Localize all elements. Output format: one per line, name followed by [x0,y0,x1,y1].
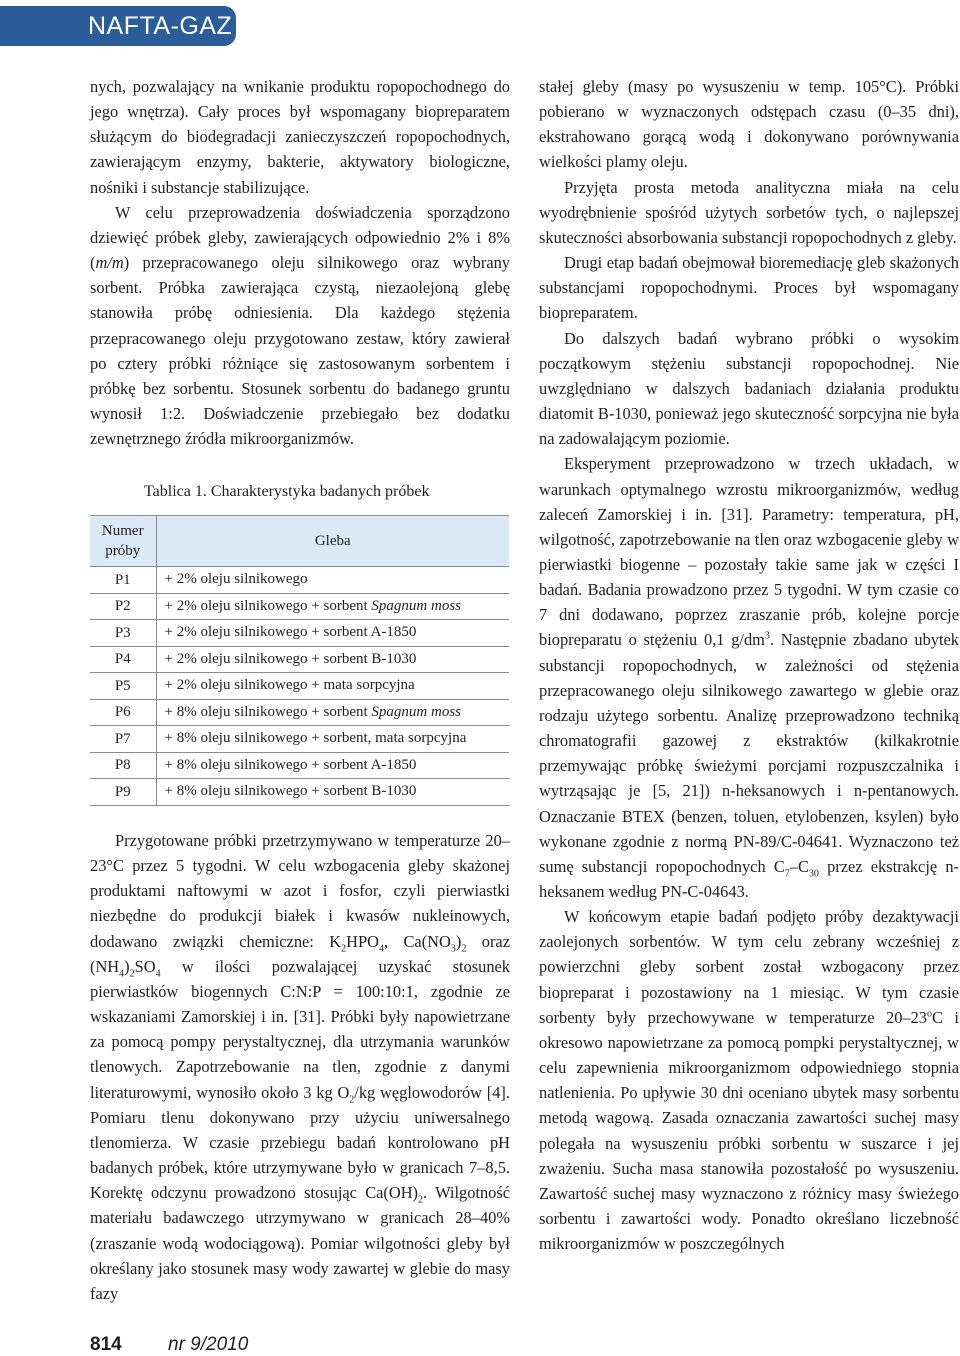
sample-id-cell: P2 [90,593,156,620]
page-number: 814 [90,1334,122,1355]
table-caption: Tablica 1. Charakterystyka badanych próbek [144,483,430,500]
table-row [90,779,509,806]
table-row [90,593,509,620]
table-header-row [90,516,509,567]
paragraph: W końcowym etapie badań podjęto próby dezaktywacji zaolejonych sorbentów. W tym celu zebrany wcześniej z powierzchni gleby sorbent został wzbogacony przez biopreparat i pozostawiony na 1 miesiąc. W tym czasie sorbenty były przechowywane w temperaturze 20–23$^o$C i okresowo napowietrzane za pomocą pompki perystaltycznej, w celu zapewnienia mikroorganizmom odpowiedniego stopnia natlenienia. Po upływie 30 dni oceniano ubytek masy sorbentu metodą wagową. Zasada oznaczania zawartości suchej masy polegała na wysuszeniu próbki sorbentu w suszarce i jej zważeniu. Sucha masa stanowiła pozostałość po wysuszeniu. Zawartość suchej masy wyznaczono z różnicy masy świeżego sorbentu i zawartości wody. Ponadto określano liczebność mikroorganizmów w poszczególnych [539,907,959,1254]
table-row [90,726,509,753]
paragraph: Eksperyment przeprowadzono w trzech układach, w warunkach optymalnego wzrostu mikroorganizmów, według zaleceń Zamorskiej i in. [31]. Parametry: temperatura, pH, wilgotność, zapotrzebowanie na tlen oraz wzbogacenie gleby w pierwiastki biogenne – pozostały takie same jak w części I badań. Badania prowadzono przez 5 tygodni. W tym czasie co 7 dni dodawano, poprzez zraszanie prób, kolejne porcje biopreparatu o stężeniu 0,1 $g/dm^3$. Następnie zbadano ubytek substancji ropopochodnych, w zależności od stężenia przepracowanego oleju silnikowego zawartego w glebie oraz rodzaju użytego sorbentu. Analizę przeprowadzono techniką chromatografii gazowej z ekstraktów (kilkakrotnie przemywając próbkę świeżymi porcjami rozpuszczalnika i wytrząsając je [5, 21]) n-heksanowych i n-pentanowych. Oznaczanie BTEX (benzen, toluen, etylobenzen, ksylen) było wykonane zgodnie z normą PN-89/C-04641. Wyznaczono też sumę substancji ropopochodnych $C_7-C_{30}$ przez ekstrakcję n-heksanem według PN-C-04643. [539,454,960,901]
sample-id-cell: P4 [90,646,156,673]
paragraph: Przygotowane próbki przetrzymywano w temperaturze 20–23°C przez 5 tygodni. W celu wzbogacenia gleby skażonej produktami naftowymi w azot i fosfor, czyli pierwiastki niezbędne do produkcji białek i kwasów nukleinowych, dodawano związki chemiczne: $K_2HPO_4$, $Ca(NO_3)_2$ oraz $(NH_4)_2SO_4$ w ilości pozwalającej uzyskać stosunek pierwiastków biogennych C:N:P = 100:10:1, zgodnie ze wskazaniami Zamorskiej i in. [31]. Próbki były napowietrzane za pomocą pompy perystaltycznej, dla utrzymania warunków tlenowych. Zapotrzebowanie na tlen, zgodnie z danymi literaturowymi, wynosiło około 3 kg $O_2/kg$ węglowodorów [4]. Pomiaru tlenu dokonywano przy użyciu uniwersalnego tlenomierza. W czasie przebiegu badań kontrolowano pH badanych próbek, które utrzymywane było w granicach 7–8,5. Korektę odczynu prowadzono stosując $Ca(OH)_2$. Wilgotność materiału badawczego utrzymywano w granicach 28–40% (zraszanie wodą wodociągową). Pomiar wilgotności gleby był określany jako stosunek masy wody zawartej w glebie do masy fazy [90,831,510,1303]
journal-title: NAFTA-GAZ [88,12,233,40]
sample-id-cell: P5 [90,673,156,700]
sample-id-cell: P6 [90,699,156,726]
samples-table [90,515,509,806]
paragraph: stałej gleby (masy po wysuszeniu w temp. 105°C). Próbki pobierano w wyznaczonych odstępach czasu (0–35 dni), ekstrahowano gorącą wodą i dokonywano porównywania wielkości plamy oleju. [539,77,959,172]
table-row [90,567,509,594]
sample-id-cell: P8 [90,752,156,779]
paragraph: Do dalszych badań wybrano próbki o wysokim początkowym stężeniu substancji ropopochodnej. Nie uwzględniano w dalszych badaniach działania produktu diatomit B-1030, ponieważ jego skuteczność sorpcyjna nie była na zadowalającym poziomie. [539,328,959,449]
sample-composition-cell: + 2% oleju silnikowego [156,567,509,594]
sample-composition-cell: + 8% oleju silnikowego + sorbent, mata sorpcyjna [156,726,509,753]
table-row [90,673,509,700]
sample-composition-cell: + 8% oleju silnikowego + sorbent B-1030 [156,779,509,806]
table-row [90,752,509,779]
sample-composition-cell: + 8% oleju silnikowego + sorbent A-1850 [156,752,509,779]
sample-composition-cell: + 2% oleju silnikowego + sorbent Spagnum moss [156,593,509,620]
table-row [90,620,509,647]
column-header-soil: Gleba [156,516,509,567]
paragraph: Przyjęta prosta metoda analityczna miała na celu wyodrębnienie spośród użytych sorbetów tych, o najlepszej skuteczności absorbowania substancji ropopochodnych z gleby. [539,177,959,247]
sample-composition-cell: + 8% oleju silnikowego + sorbent Spagnum moss [156,699,509,726]
paragraph: W celu przeprowadzenia doświadczenia sporządzono dziewięć próbek gleby, zawierających odpowiednio 2% i 8% (m/m) przepracowanego oleju silnikowego oraz wybrany sorbent. Próbka zawierająca czystą, niezaolejoną glebę stanowiła próbę odniesienia. Dla każdego stężenia przepracowanego oleju przygotowano zestaw, który zawierał po cztery próbki różniące się zastosowanym sorbentem i próbkę bez sorbentu. Stosunek sorbentu do badanego gruntu wynosił 1:2. Doświadczenie przebiegało bez dodatku zewnętrznego źródła mikroorganizmów. [90,202,510,449]
issue-number: nr 9/2010 [168,1334,249,1355]
sample-id-cell: P7 [90,726,156,753]
sample-composition-cell: + 2% oleju silnikowego + mata sorpcyjna [156,673,509,700]
sample-composition-cell: + 2% oleju silnikowego + sorbent A-1850 [156,620,509,647]
table-row [90,699,509,726]
column-header-number: Numer próby [90,516,156,567]
paragraph: nych, pozwalający na wnikanie produktu ropopochodnego do jego wnętrza). Cały proces był wspomagany biopreparatem służącym do biodegradacji zanieczyszczeń ropopochodnych, zawierającym enzymy, bakterie, aktywatory biologiczne, nośniki i substancje stabilizujące. [90,77,510,197]
sample-id-cell: P3 [90,620,156,647]
table-row [90,646,509,673]
left-column-lower [90,828,510,1306]
right-column [539,74,959,1256]
sample-id-cell: P1 [90,567,156,594]
sample-composition-cell: + 2% oleju silnikowego + sorbent B-1030 [156,646,509,673]
sample-id-cell: P9 [90,779,156,806]
paragraph: Drugi etap badań obejmował bioremediację gleb skażonych substancjami ropopochodnymi. Proces był wspomagany biopreparatem. [539,253,959,323]
left-column [90,74,510,451]
